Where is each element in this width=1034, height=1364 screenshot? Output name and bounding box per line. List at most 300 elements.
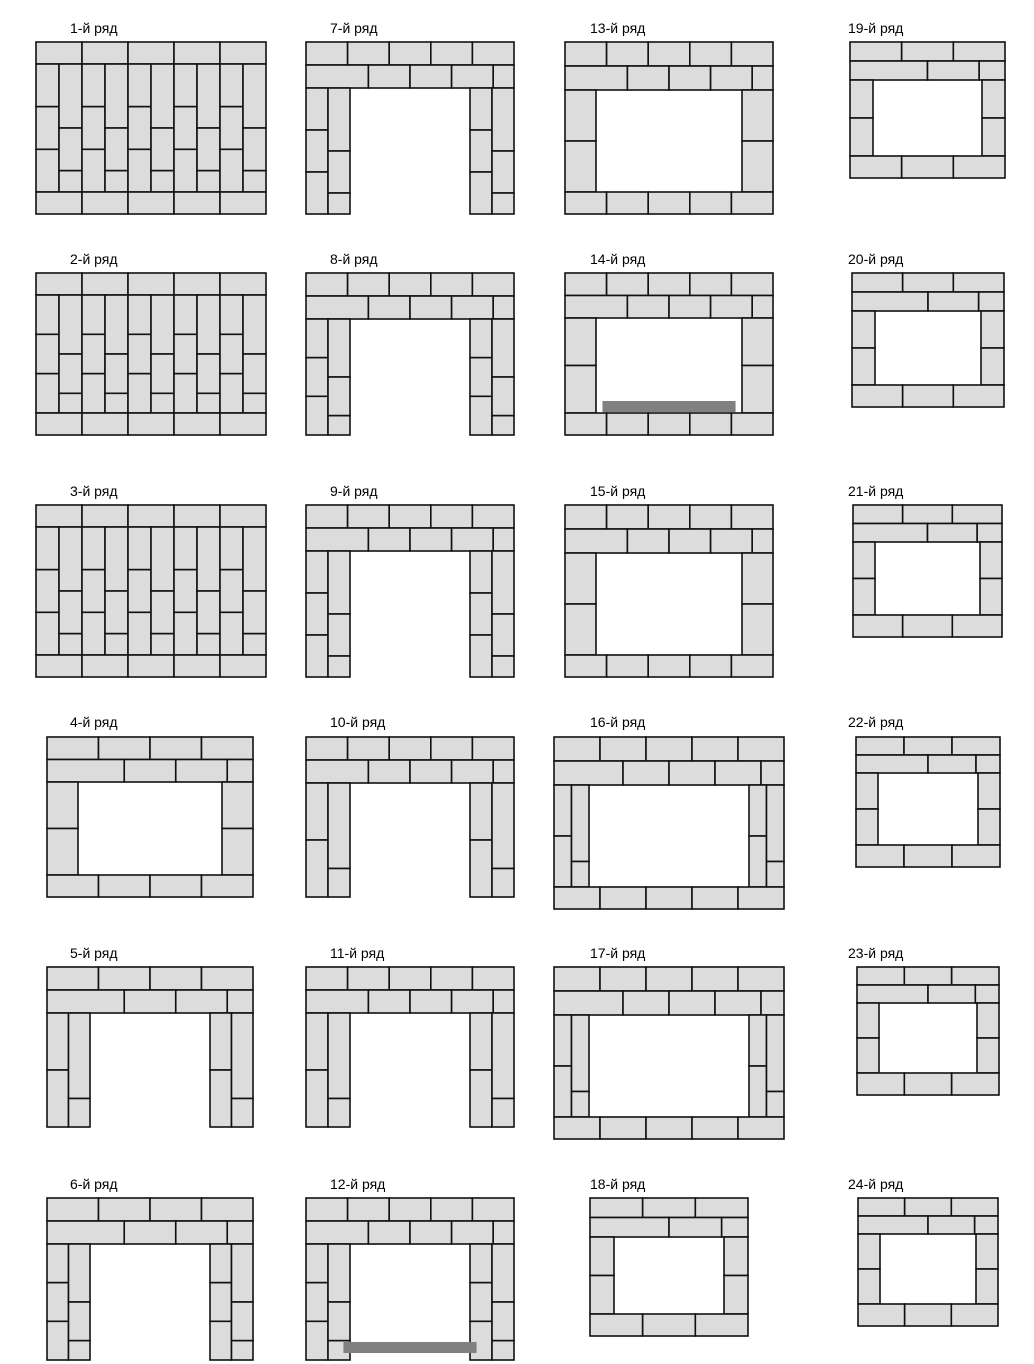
row-22-label: 22-й ряд <box>848 714 904 730</box>
row-14-brick <box>711 296 753 319</box>
row-16-brick <box>554 836 572 887</box>
row-1-brick <box>197 171 220 192</box>
row-13-brick <box>742 141 773 192</box>
row-3-brick <box>243 634 266 655</box>
row-6-plan <box>47 1198 253 1360</box>
row-9-brick <box>492 551 514 614</box>
row-1-brick <box>105 128 128 171</box>
row-5-brick <box>47 990 124 1013</box>
row-18-brick <box>695 1314 748 1336</box>
row-9-brick <box>493 528 514 551</box>
row-10-brick <box>306 783 328 840</box>
row-12-brick <box>470 1321 492 1360</box>
row-3-brick <box>197 591 220 634</box>
row-3-brick <box>105 591 128 634</box>
row-15-label: 15-й ряд <box>590 483 646 499</box>
row-7-brick <box>452 65 494 88</box>
row-3-brick <box>174 655 220 677</box>
row-15-brick <box>690 505 732 529</box>
row-2-brick <box>105 354 128 393</box>
row-23-plan <box>857 967 999 1095</box>
row-6-brick <box>202 1198 254 1221</box>
row-14-brick <box>565 413 607 435</box>
row-8-brick <box>431 273 473 296</box>
row-16-brick <box>715 761 761 785</box>
row-24-brick <box>976 1234 998 1269</box>
row-14-brick <box>690 413 732 435</box>
row-17-brick <box>692 1117 738 1139</box>
row-15-brick <box>731 505 773 529</box>
row-3-plan <box>36 505 266 677</box>
row-3-brick <box>128 527 151 570</box>
row-6-brick <box>47 1283 69 1322</box>
row-11-brick <box>328 1013 350 1099</box>
row-10-brick <box>410 760 452 783</box>
row-8-brick <box>328 416 350 435</box>
row-21-brick <box>853 505 903 524</box>
row-7-brick <box>470 130 492 172</box>
row-11-brick <box>470 1070 492 1127</box>
row-16-brick <box>692 737 738 761</box>
row-24-brick <box>858 1304 905 1326</box>
row-2-brick <box>128 334 151 373</box>
row-4-plan <box>47 737 253 897</box>
row-2-brick <box>220 413 266 435</box>
row-11-brick <box>306 1070 328 1127</box>
row-11-brick <box>492 1013 514 1099</box>
row-10-brick <box>452 760 494 783</box>
row-9-brick <box>492 656 514 677</box>
row-2-brick <box>59 393 82 413</box>
row-13-brick <box>565 192 607 214</box>
row-20-plan <box>852 273 1004 407</box>
row-10-brick <box>328 869 350 898</box>
row-2-brick <box>197 354 220 393</box>
row-2-brick <box>220 273 266 295</box>
row-2-brick <box>59 354 82 393</box>
row-21-brick <box>853 542 875 579</box>
row-12-brick <box>368 1221 410 1244</box>
row-21-brick <box>928 524 978 543</box>
row-17-brick <box>554 1015 572 1066</box>
row-8-brick <box>306 319 328 358</box>
row-5-brick <box>227 990 253 1013</box>
row-6-brick <box>69 1244 91 1302</box>
row-5-brick <box>150 967 202 990</box>
row-21-brick <box>903 505 953 524</box>
row-19-brick <box>902 156 954 178</box>
row-6-brick <box>232 1302 254 1341</box>
row-8-brick <box>328 377 350 416</box>
row-1-brick <box>105 64 128 128</box>
row-8-brick <box>470 358 492 397</box>
row-9-brick <box>328 656 350 677</box>
row-8-brick <box>492 416 514 435</box>
row-19-brick <box>982 80 1005 118</box>
row-13-brick <box>565 66 627 90</box>
row-1-brick <box>220 64 243 107</box>
row-1-brick <box>59 171 82 192</box>
row-19-brick <box>982 118 1005 156</box>
row-21-brick <box>980 542 1002 579</box>
row-4-brick <box>99 875 151 897</box>
row-3-brick <box>220 505 266 527</box>
row-16-brick <box>600 887 646 909</box>
row-17-brick <box>767 1015 785 1092</box>
row-1-brick <box>220 107 243 150</box>
row-1-brick <box>243 64 266 128</box>
row-11-brick <box>452 990 494 1013</box>
row-4-brick <box>99 737 151 760</box>
row-6-label: 6-й ряд <box>70 1176 118 1192</box>
row-12-brick <box>452 1221 494 1244</box>
row-17-brick <box>669 991 715 1015</box>
row-3-brick <box>220 570 243 613</box>
row-8-plan <box>306 273 514 435</box>
row-17-brick <box>600 1117 646 1139</box>
row-4-brick <box>222 782 253 829</box>
row-14-brick <box>752 296 773 319</box>
row-16-brick <box>554 887 600 909</box>
row-7-brick <box>306 172 328 214</box>
row-14-brick <box>648 413 690 435</box>
row-9-brick <box>452 528 494 551</box>
row-3-brick <box>59 527 82 591</box>
row-4-brick <box>227 760 253 783</box>
row-15-brick <box>742 553 773 604</box>
row-9-brick <box>306 505 348 528</box>
row-2-brick <box>197 393 220 413</box>
row-15-brick <box>731 655 773 677</box>
row-10-plan <box>306 737 514 897</box>
row-2-brick <box>82 413 128 435</box>
row-24-brick <box>858 1269 880 1304</box>
row-6-brick <box>69 1341 91 1360</box>
row-9-brick <box>306 593 328 635</box>
row-20-brick <box>903 273 954 292</box>
row-11-brick <box>328 1099 350 1128</box>
row-1-brick <box>151 128 174 171</box>
row-22-brick <box>978 773 1000 809</box>
row-12-brick <box>492 1244 514 1302</box>
row-13-brick <box>648 42 690 66</box>
row-1-brick <box>36 192 82 214</box>
row-3-brick <box>174 612 197 655</box>
row-12-brick <box>431 1198 473 1221</box>
row-9-brick <box>328 551 350 614</box>
row-19-brick <box>850 42 902 61</box>
row-20-brick <box>953 273 1004 292</box>
row-14-brick <box>742 318 773 366</box>
row-5-brick <box>210 1070 232 1127</box>
row-14-brick <box>565 318 596 366</box>
row-12-brick <box>328 1244 350 1302</box>
row-7-label: 7-й ряд <box>330 20 378 36</box>
row-2-brick <box>174 295 197 334</box>
row-20-brick <box>903 385 954 407</box>
row-16-brick <box>554 785 572 836</box>
row-14-brick <box>731 273 773 296</box>
row-15-brick <box>565 505 607 529</box>
row-9-brick <box>470 551 492 593</box>
row-3-brick <box>82 612 105 655</box>
row-13-brick <box>752 66 773 90</box>
row-23-brick <box>975 985 999 1003</box>
row-13-brick <box>711 66 753 90</box>
row-23-brick <box>977 1003 999 1038</box>
row-4-brick <box>150 737 202 760</box>
row-2-plan <box>36 273 266 435</box>
row-15-brick <box>565 604 596 655</box>
row-8-brick <box>493 296 514 319</box>
row-22-brick <box>952 737 1000 755</box>
row-22-brick <box>856 737 904 755</box>
row-12-brick <box>472 1198 514 1221</box>
row-4-brick <box>202 737 254 760</box>
row-9-brick <box>306 528 368 551</box>
row-8-brick <box>410 296 452 319</box>
row-21-brick <box>977 524 1002 543</box>
row-24-brick <box>858 1216 928 1234</box>
row-3-brick <box>82 505 128 527</box>
row-18-brick <box>643 1198 696 1218</box>
row-16-brick <box>646 737 692 761</box>
row-7-brick <box>328 151 350 193</box>
row-2-brick <box>128 273 174 295</box>
row-17-plan <box>554 967 784 1139</box>
row-1-brick <box>128 64 151 107</box>
row-22-brick <box>856 773 878 809</box>
row-3-brick <box>128 655 174 677</box>
row-3-brick <box>220 612 243 655</box>
row-16-brick <box>738 887 784 909</box>
row-14-brick <box>742 366 773 414</box>
row-14-brick <box>669 296 711 319</box>
row-1-brick <box>197 128 220 171</box>
row-7-brick <box>306 88 328 130</box>
row-15-brick <box>627 529 669 553</box>
row-3-brick <box>243 527 266 591</box>
row-11-brick <box>492 1099 514 1128</box>
row-12-plan <box>306 1198 514 1360</box>
row-16-brick <box>767 785 785 862</box>
row-5-brick <box>232 1099 254 1128</box>
row-12-steel-strip <box>343 1342 476 1353</box>
row-11-brick <box>306 990 368 1013</box>
row-19-plan <box>850 42 1005 178</box>
row-11-brick <box>348 967 390 990</box>
row-23-brick <box>857 967 904 985</box>
row-20-brick <box>981 311 1004 348</box>
row-15-brick <box>565 553 596 604</box>
row-17-brick <box>767 1092 785 1118</box>
row-10-brick <box>328 783 350 869</box>
row-17-brick <box>715 991 761 1015</box>
row-15-plan <box>565 505 773 677</box>
row-14-brick <box>648 273 690 296</box>
row-3-brick <box>128 612 151 655</box>
row-1-brick <box>220 42 266 64</box>
row-16-brick <box>767 862 785 888</box>
row-12-brick <box>306 1198 348 1221</box>
row-7-brick <box>348 42 390 65</box>
row-18-brick <box>590 1237 614 1276</box>
row-6-brick <box>227 1221 253 1244</box>
row-5-brick <box>47 1070 69 1127</box>
row-12-brick <box>348 1198 390 1221</box>
row-1-brick <box>174 64 197 107</box>
row-8-brick <box>306 396 328 435</box>
row-7-brick <box>306 130 328 172</box>
row-23-brick <box>857 1038 879 1073</box>
row-21-brick <box>853 579 875 616</box>
row-13-plan <box>565 42 773 214</box>
row-8-brick <box>306 358 328 397</box>
row-4-brick <box>150 875 202 897</box>
row-7-brick <box>493 65 514 88</box>
row-10-brick <box>493 760 514 783</box>
row-16-brick <box>749 836 767 887</box>
row-1-brick <box>151 171 174 192</box>
row-10-brick <box>306 737 348 760</box>
row-1-brick <box>36 149 59 192</box>
row-18-plan <box>590 1198 748 1336</box>
row-9-brick <box>492 614 514 656</box>
row-14-brick <box>731 413 773 435</box>
row-13-brick <box>607 192 649 214</box>
row-15-brick <box>648 505 690 529</box>
row-13-brick <box>607 42 649 66</box>
row-19-brick <box>902 42 954 61</box>
row-2-brick <box>82 334 105 373</box>
row-18-brick <box>669 1218 722 1238</box>
row-1-brick <box>59 64 82 128</box>
row-16-brick <box>554 761 623 785</box>
row-21-brick <box>952 505 1002 524</box>
row-1-brick <box>174 42 220 64</box>
row-1-brick <box>243 171 266 192</box>
row-17-brick <box>572 1015 590 1092</box>
row-4-brick <box>176 760 228 783</box>
row-18-brick <box>590 1218 669 1238</box>
row-12-label: 12-й ряд <box>330 1176 386 1192</box>
row-3-label: 3-й ряд <box>70 483 118 499</box>
row-18-brick <box>722 1218 748 1238</box>
row-22-brick <box>928 755 976 773</box>
row-22-brick <box>904 737 952 755</box>
row-21-label: 21-й ряд <box>848 483 904 499</box>
row-15-brick <box>742 604 773 655</box>
row-1-brick <box>174 107 197 150</box>
row-17-brick <box>623 991 669 1015</box>
row-14-label: 14-й ряд <box>590 251 646 267</box>
row-3-brick <box>105 527 128 591</box>
row-19-brick <box>953 156 1005 178</box>
row-13-brick <box>690 42 732 66</box>
row-22-brick <box>976 755 1000 773</box>
row-4-label: 4-й ряд <box>70 714 118 730</box>
row-24-brick <box>951 1198 998 1216</box>
row-20-brick <box>852 273 903 292</box>
row-6-brick <box>99 1198 151 1221</box>
row-15-brick <box>711 529 753 553</box>
row-19-brick <box>928 61 980 80</box>
row-6-brick <box>69 1302 91 1341</box>
row-11-brick <box>368 990 410 1013</box>
row-19-brick <box>850 61 928 80</box>
row-8-brick <box>472 273 514 296</box>
row-6-brick <box>232 1341 254 1360</box>
row-5-brick <box>69 1099 91 1128</box>
row-6-brick <box>47 1244 69 1283</box>
row-17-brick <box>761 991 784 1015</box>
row-2-brick <box>243 354 266 393</box>
row-14-brick <box>690 273 732 296</box>
row-11-brick <box>306 1013 328 1070</box>
row-4-brick <box>222 829 253 876</box>
row-17-brick <box>554 967 600 991</box>
row-22-brick <box>856 845 904 867</box>
row-2-brick <box>220 295 243 334</box>
row-3-brick <box>59 591 82 634</box>
row-10-brick <box>348 737 390 760</box>
row-23-brick <box>857 985 928 1003</box>
row-17-brick <box>554 1117 600 1139</box>
row-1-brick <box>82 64 105 107</box>
row-18-brick <box>724 1276 748 1315</box>
row-15-brick <box>607 655 649 677</box>
row-2-brick <box>174 273 220 295</box>
row-22-brick <box>856 809 878 845</box>
row-9-brick <box>348 505 390 528</box>
row-16-brick <box>692 887 738 909</box>
row-13-brick <box>648 192 690 214</box>
row-18-brick <box>724 1237 748 1276</box>
row-2-brick <box>82 295 105 334</box>
row-23-brick <box>928 985 975 1003</box>
row-1-brick <box>128 192 174 214</box>
row-21-brick <box>853 524 928 543</box>
row-17-brick <box>692 967 738 991</box>
row-9-brick <box>328 614 350 656</box>
row-2-brick <box>105 393 128 413</box>
row-20-brick <box>852 292 928 311</box>
row-13-brick <box>565 42 607 66</box>
row-3-brick <box>128 505 174 527</box>
row-19-brick <box>979 61 1005 80</box>
row-6-brick <box>232 1244 254 1302</box>
row-3-brick <box>105 634 128 655</box>
row-10-brick <box>306 760 368 783</box>
row-2-brick <box>128 295 151 334</box>
row-13-brick <box>565 90 596 141</box>
row-16-brick <box>600 737 646 761</box>
row-8-label: 8-й ряд <box>330 251 378 267</box>
row-11-plan <box>306 967 514 1127</box>
row-24-brick <box>928 1216 975 1234</box>
row-2-brick <box>174 413 220 435</box>
row-3-brick <box>36 612 59 655</box>
row-1-label: 1-й ряд <box>70 20 118 36</box>
row-1-brick <box>128 42 174 64</box>
row-18-brick <box>643 1314 696 1336</box>
row-10-brick <box>306 840 328 897</box>
row-3-brick <box>243 591 266 634</box>
row-8-brick <box>306 296 368 319</box>
row-3-brick <box>128 570 151 613</box>
row-18-brick <box>590 1276 614 1315</box>
row-6-brick <box>176 1221 228 1244</box>
